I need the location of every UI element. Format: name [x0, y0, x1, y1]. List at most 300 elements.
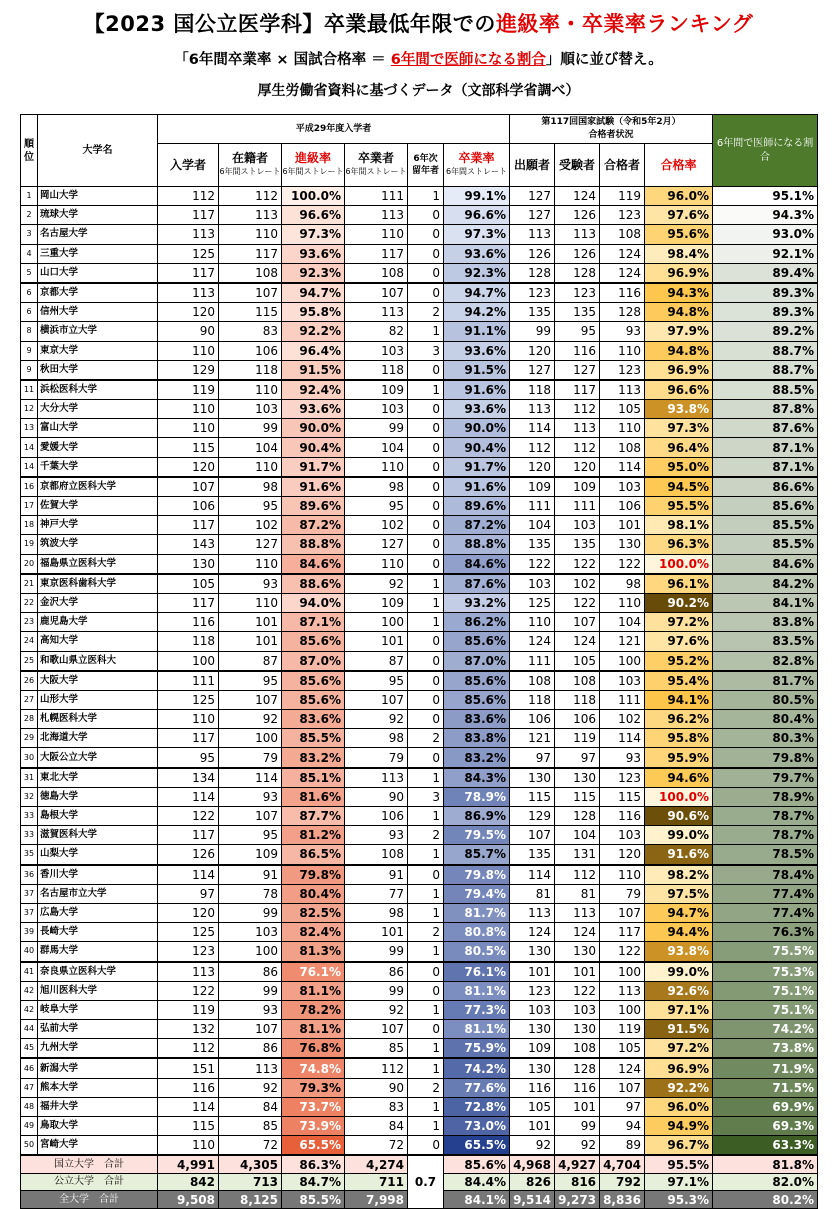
table-row — [21, 438, 818, 457]
cell-enrolled: 101 — [219, 632, 282, 651]
cell-final: 89.4% — [713, 263, 818, 283]
cell-rank: 5 — [21, 263, 38, 283]
cell-enrolled: 85 — [219, 1117, 282, 1136]
cell-exam: 101 — [555, 962, 600, 982]
cell-final: 87.1% — [713, 438, 818, 457]
cell-ret: 1 — [408, 1039, 444, 1059]
cell-promo: 82.5% — [282, 903, 345, 922]
cell-app: 106 — [510, 710, 555, 729]
cell-final: 85.5% — [713, 516, 818, 535]
cell-pass: 111 — [600, 690, 645, 709]
cell-grads: 108 — [345, 845, 408, 865]
cell-rank: 44 — [21, 1020, 38, 1039]
cell-rate: 90.2% — [645, 593, 713, 612]
cell-rank: 19 — [21, 535, 38, 554]
cell-rank: 2 — [21, 206, 38, 225]
cell-enrolled: 113 — [219, 1058, 282, 1078]
cell-name: 福島県立医科大学 — [38, 554, 158, 574]
cell-name: 広島大学 — [38, 903, 158, 922]
cell-app: 124 — [510, 632, 555, 651]
cell-rank: 48 — [21, 1097, 38, 1116]
cell-entrants: 110 — [158, 1136, 219, 1156]
table-row — [21, 748, 818, 768]
cell-promo: 87.1% — [282, 613, 345, 632]
cell-rate: 97.3% — [645, 419, 713, 438]
cell-rank: 1 — [21, 187, 38, 206]
table-row — [21, 574, 818, 594]
cell-ret: 2 — [408, 826, 444, 845]
cell-entrants: 117 — [158, 206, 219, 225]
table-row — [21, 826, 818, 845]
cell-pass: 107 — [600, 903, 645, 922]
cell-rate: 96.9% — [645, 1058, 713, 1078]
cell-promo: 90.0% — [282, 419, 345, 438]
cell-pass: 119 — [600, 187, 645, 206]
cell-enrolled: 101 — [219, 613, 282, 632]
cell-app: 130 — [510, 1020, 555, 1039]
totals-cell-rate: 95.5% — [645, 1155, 713, 1173]
cell-pass: 124 — [600, 244, 645, 263]
cell-rate: 94.9% — [645, 1117, 713, 1136]
cell-pass: 101 — [600, 516, 645, 535]
cell-pass: 123 — [600, 206, 645, 225]
cell-rate: 99.0% — [645, 962, 713, 982]
totals-label: 公立大学 合計 — [21, 1173, 158, 1191]
cell-entrants: 119 — [158, 1000, 219, 1019]
cell-grad: 75.9% — [444, 1039, 510, 1059]
cell-name: 福井大学 — [38, 1097, 158, 1116]
cell-enrolled: 91 — [219, 865, 282, 885]
cell-promo: 85.6% — [282, 671, 345, 691]
cell-app: 122 — [510, 554, 555, 574]
totals-cell-grad: 85.6% — [444, 1155, 510, 1173]
cell-rate: 97.2% — [645, 1039, 713, 1059]
cell-exam: 92 — [555, 1136, 600, 1156]
cell-grads: 72 — [345, 1136, 408, 1156]
table-row — [21, 787, 818, 806]
cell-exam: 108 — [555, 671, 600, 691]
table-row — [21, 457, 818, 477]
cell-grads: 85 — [345, 1039, 408, 1059]
cell-app: 111 — [510, 497, 555, 516]
cell-pass: 102 — [600, 710, 645, 729]
cell-rank: 49 — [21, 1117, 38, 1136]
table-row — [21, 341, 818, 360]
cell-enrolled: 86 — [219, 1039, 282, 1059]
table-row — [21, 807, 818, 826]
cell-final: 73.8% — [713, 1039, 818, 1059]
cell-app: 120 — [510, 341, 555, 360]
cell-grads: 104 — [345, 438, 408, 457]
header-enrolled-sub: 6年間ストレート — [219, 167, 281, 176]
cell-enrolled: 112 — [219, 187, 282, 206]
cell-app: 105 — [510, 1097, 555, 1116]
cell-grad: 65.5% — [444, 1136, 510, 1156]
cell-ret: 0 — [408, 748, 444, 768]
cell-enrolled: 113 — [219, 206, 282, 225]
cell-entrants: 130 — [158, 554, 219, 574]
cell-name: 鳥取大学 — [38, 1117, 158, 1136]
cell-app: 118 — [510, 690, 555, 709]
cell-app: 113 — [510, 400, 555, 419]
page-title — [0, 8, 837, 38]
cell-exam: 126 — [555, 206, 600, 225]
cell-ret: 1 — [408, 613, 444, 632]
cell-name: 大阪公立大学 — [38, 748, 158, 768]
header-retained: 6年次留年者 — [408, 144, 444, 187]
cell-ret: 0 — [408, 962, 444, 982]
cell-ret: 3 — [408, 787, 444, 806]
cell-rate: 98.1% — [645, 516, 713, 535]
cell-grad: 83.6% — [444, 710, 510, 729]
cell-name: 京都府立医科大学 — [38, 477, 158, 497]
cell-pass: 103 — [600, 477, 645, 497]
totals-cell-pass: 8,836 — [600, 1191, 645, 1209]
cell-rank: 27 — [21, 690, 38, 709]
cell-entrants: 115 — [158, 438, 219, 457]
cell-enrolled: 99 — [219, 981, 282, 1000]
cell-name: 三重大学 — [38, 244, 158, 263]
cell-rate: 94.7% — [645, 903, 713, 922]
cell-app: 99 — [510, 322, 555, 341]
table-row — [21, 593, 818, 612]
cell-rank: 41 — [21, 962, 38, 982]
table-row — [21, 419, 818, 438]
cell-pass: 122 — [600, 554, 645, 574]
cell-pass: 79 — [600, 884, 645, 903]
cell-grads: 110 — [345, 225, 408, 244]
cell-ret: 0 — [408, 419, 444, 438]
cell-name: 東京医科歯科大学 — [38, 574, 158, 594]
cell-name: 信州大学 — [38, 303, 158, 322]
totals-cell-enrolled: 8,125 — [219, 1191, 282, 1209]
cell-grads: 107 — [345, 1020, 408, 1039]
cell-final: 71.5% — [713, 1078, 818, 1097]
table-row — [21, 303, 818, 322]
cell-promo: 100.0% — [282, 187, 345, 206]
table-header — [21, 115, 818, 187]
totals-cell-exam: 4,927 — [555, 1155, 600, 1173]
cell-grad: 94.7% — [444, 283, 510, 303]
header-promotion — [282, 144, 345, 187]
cell-grad: 81.1% — [444, 1020, 510, 1039]
cell-pass: 117 — [600, 923, 645, 942]
cell-name: 徳島大学 — [38, 787, 158, 806]
cell-entrants: 125 — [158, 923, 219, 942]
totals-label: 全大学 合計 — [21, 1191, 158, 1209]
cell-rank: 12 — [21, 400, 38, 419]
cell-grads: 100 — [345, 613, 408, 632]
totals-cell-grads: 4,274 — [345, 1155, 408, 1173]
cell-ret: 0 — [408, 516, 444, 535]
cell-grads: 84 — [345, 1117, 408, 1136]
cell-entrants: 110 — [158, 710, 219, 729]
cell-exam: 97 — [555, 748, 600, 768]
cell-enrolled: 107 — [219, 807, 282, 826]
cell-promo: 95.8% — [282, 303, 345, 322]
cell-grads: 106 — [345, 807, 408, 826]
header-graduates — [345, 144, 408, 187]
cell-grad: 80.5% — [444, 942, 510, 962]
cell-final: 86.6% — [713, 477, 818, 497]
totals-row — [21, 1155, 818, 1173]
cell-grad: 91.6% — [444, 477, 510, 497]
cell-promo: 79.8% — [282, 865, 345, 885]
cell-exam: 103 — [555, 516, 600, 535]
cell-rank: 6 — [21, 303, 38, 322]
cell-final: 63.3% — [713, 1136, 818, 1156]
cell-final: 84.2% — [713, 574, 818, 594]
cell-entrants: 111 — [158, 671, 219, 691]
cell-pass: 108 — [600, 225, 645, 244]
cell-app: 113 — [510, 903, 555, 922]
header-examinees: 受験者 — [555, 144, 600, 187]
cell-ret: 1 — [408, 845, 444, 865]
cell-promo: 83.6% — [282, 710, 345, 729]
cell-app: 123 — [510, 981, 555, 1000]
cell-promo: 87.0% — [282, 651, 345, 671]
cell-pass: 100 — [600, 962, 645, 982]
cell-grads: 107 — [345, 283, 408, 303]
cell-rate: 96.2% — [645, 710, 713, 729]
table-row — [21, 923, 818, 942]
cell-grads: 82 — [345, 322, 408, 341]
cell-grads: 86 — [345, 962, 408, 982]
cell-promo: 96.4% — [282, 341, 345, 360]
cell-grads: 113 — [345, 206, 408, 225]
cell-promo: 81.3% — [282, 942, 345, 962]
cell-name: 大阪大学 — [38, 671, 158, 691]
cell-promo: 91.5% — [282, 360, 345, 380]
cell-app: 129 — [510, 807, 555, 826]
table-row — [21, 225, 818, 244]
cell-exam: 128 — [555, 1058, 600, 1078]
cell-rank: 24 — [21, 632, 38, 651]
cell-pass: 124 — [600, 1058, 645, 1078]
cell-name: 秋田大学 — [38, 360, 158, 380]
cell-promo: 65.5% — [282, 1136, 345, 1156]
cell-pass: 115 — [600, 787, 645, 806]
table-row — [21, 1097, 818, 1116]
cell-exam: 111 — [555, 497, 600, 516]
cell-entrants: 113 — [158, 283, 219, 303]
cell-rate: 92.2% — [645, 1078, 713, 1097]
cell-app: 103 — [510, 574, 555, 594]
cell-ret: 0 — [408, 535, 444, 554]
cell-final: 75.1% — [713, 981, 818, 1000]
cell-enrolled: 79 — [219, 748, 282, 768]
cell-grad: 87.0% — [444, 651, 510, 671]
cell-final: 88.7% — [713, 360, 818, 380]
cell-ret: 0 — [408, 244, 444, 263]
cell-enrolled: 110 — [219, 554, 282, 574]
cell-final: 89.3% — [713, 283, 818, 303]
cell-app: 135 — [510, 303, 555, 322]
header-promotion-sub: 6年間ストレート — [282, 167, 344, 176]
cell-rank: 9 — [21, 341, 38, 360]
cell-grad: 81.1% — [444, 981, 510, 1000]
cell-pass: 128 — [600, 303, 645, 322]
cell-enrolled: 107 — [219, 1020, 282, 1039]
cell-grad: 90.4% — [444, 438, 510, 457]
cell-final: 84.1% — [713, 593, 818, 612]
cell-rank: 6 — [21, 283, 38, 303]
cell-ret: 0 — [408, 1020, 444, 1039]
cell-app: 97 — [510, 748, 555, 768]
cell-rank: 37 — [21, 884, 38, 903]
cell-pass: 114 — [600, 729, 645, 748]
cell-grads: 102 — [345, 516, 408, 535]
cell-ret: 0 — [408, 457, 444, 477]
cell-app: 115 — [510, 787, 555, 806]
table-row — [21, 187, 818, 206]
header-group-2017: 平成29年度入学者 — [158, 115, 510, 144]
cell-enrolled: 100 — [219, 729, 282, 748]
cell-promo: 90.4% — [282, 438, 345, 457]
totals-cell-final: 80.2% — [713, 1191, 818, 1209]
cell-ret: 1 — [408, 768, 444, 788]
cell-pass: 103 — [600, 826, 645, 845]
cell-enrolled: 99 — [219, 419, 282, 438]
table-row — [21, 1000, 818, 1019]
cell-promo: 87.2% — [282, 516, 345, 535]
cell-grads: 112 — [345, 1058, 408, 1078]
cell-rank: 37 — [21, 903, 38, 922]
cell-entrants: 110 — [158, 419, 219, 438]
cell-grads: 99 — [345, 942, 408, 962]
cell-entrants: 116 — [158, 613, 219, 632]
cell-app: 127 — [510, 206, 555, 225]
cell-entrants: 117 — [158, 516, 219, 535]
cell-exam: 118 — [555, 690, 600, 709]
cell-app: 107 — [510, 826, 555, 845]
cell-entrants: 120 — [158, 903, 219, 922]
totals-body — [21, 1155, 818, 1208]
cell-final: 83.8% — [713, 613, 818, 632]
cell-enrolled: 114 — [219, 768, 282, 788]
header-applicants: 出願者 — [510, 144, 555, 187]
cell-final: 93.0% — [713, 225, 818, 244]
cell-rank: 40 — [21, 942, 38, 962]
cell-app: 111 — [510, 651, 555, 671]
cell-promo: 81.1% — [282, 1020, 345, 1039]
cell-rank: 22 — [21, 593, 38, 612]
cell-final: 87.6% — [713, 419, 818, 438]
cell-grad: 79.5% — [444, 826, 510, 845]
cell-final: 78.5% — [713, 845, 818, 865]
cell-name: 山形大学 — [38, 690, 158, 709]
cell-exam: 113 — [555, 903, 600, 922]
cell-grads: 98 — [345, 477, 408, 497]
cell-grad: 94.2% — [444, 303, 510, 322]
cell-enrolled: 107 — [219, 690, 282, 709]
cell-ret: 0 — [408, 710, 444, 729]
cell-grad: 91.6% — [444, 380, 510, 400]
cell-promo: 81.1% — [282, 981, 345, 1000]
cell-enrolled: 108 — [219, 263, 282, 283]
cell-final: 74.2% — [713, 1020, 818, 1039]
cell-pass: 114 — [600, 457, 645, 477]
cell-final: 95.1% — [713, 187, 818, 206]
cell-exam: 112 — [555, 400, 600, 419]
cell-ret: 3 — [408, 341, 444, 360]
cell-pass: 89 — [600, 1136, 645, 1156]
totals-cell-grad: 84.1% — [444, 1191, 510, 1209]
cell-app: 123 — [510, 283, 555, 303]
cell-promo: 85.6% — [282, 632, 345, 651]
cell-rate: 97.1% — [645, 1000, 713, 1019]
cell-ret: 2 — [408, 923, 444, 942]
cell-pass: 106 — [600, 497, 645, 516]
cell-pass: 123 — [600, 360, 645, 380]
table-row — [21, 981, 818, 1000]
totals-cell-grads: 7,998 — [345, 1191, 408, 1209]
cell-rate: 96.7% — [645, 1136, 713, 1156]
cell-enrolled: 103 — [219, 400, 282, 419]
cell-promo: 83.2% — [282, 748, 345, 768]
cell-exam: 135 — [555, 535, 600, 554]
table-row — [21, 884, 818, 903]
cell-exam: 128 — [555, 263, 600, 283]
cell-entrants: 105 — [158, 574, 219, 594]
cell-entrants: 110 — [158, 341, 219, 360]
cell-final: 75.5% — [713, 942, 818, 962]
cell-final: 80.3% — [713, 729, 818, 748]
cell-enrolled: 104 — [219, 438, 282, 457]
cell-app: 118 — [510, 380, 555, 400]
cell-final: 81.7% — [713, 671, 818, 691]
cell-app: 113 — [510, 225, 555, 244]
cell-final: 89.3% — [713, 303, 818, 322]
cell-name: 宮崎大学 — [38, 1136, 158, 1156]
cell-promo: 82.4% — [282, 923, 345, 942]
cell-rate: 95.9% — [645, 748, 713, 768]
cell-promo: 96.6% — [282, 206, 345, 225]
cell-ret: 0 — [408, 477, 444, 497]
cell-grad: 85.7% — [444, 845, 510, 865]
cell-ret: 1 — [408, 807, 444, 826]
totals-cell-pass: 792 — [600, 1173, 645, 1191]
cell-name: 東京大学 — [38, 341, 158, 360]
cell-rate: 97.6% — [645, 632, 713, 651]
cell-grad: 91.1% — [444, 322, 510, 341]
header-group-exam — [510, 115, 713, 144]
cell-exam: 103 — [555, 1000, 600, 1019]
cell-ret: 0 — [408, 263, 444, 283]
header-university: 大学名 — [38, 115, 158, 187]
cell-rank: 26 — [21, 671, 38, 691]
cell-promo: 73.7% — [282, 1097, 345, 1116]
cell-name: 長崎大学 — [38, 923, 158, 942]
cell-final: 76.3% — [713, 923, 818, 942]
cell-entrants: 119 — [158, 380, 219, 400]
cell-rate: 96.9% — [645, 263, 713, 283]
cell-exam: 135 — [555, 303, 600, 322]
cell-grads: 113 — [345, 768, 408, 788]
totals-cell-promo: 85.5% — [282, 1191, 345, 1209]
cell-rank: 39 — [21, 923, 38, 942]
cell-exam: 81 — [555, 884, 600, 903]
cell-grad: 77.6% — [444, 1078, 510, 1097]
cell-name: 群馬大学 — [38, 942, 158, 962]
header-promotion-label: 進級率 — [294, 151, 331, 165]
cell-entrants: 100 — [158, 651, 219, 671]
cell-app: 121 — [510, 729, 555, 748]
cell-final: 79.8% — [713, 748, 818, 768]
subtitle-highlight: 6年間で医師になる割合 — [390, 52, 546, 68]
header-enrolled-label: 在籍者 — [231, 151, 268, 165]
cell-rank: 14 — [21, 438, 38, 457]
